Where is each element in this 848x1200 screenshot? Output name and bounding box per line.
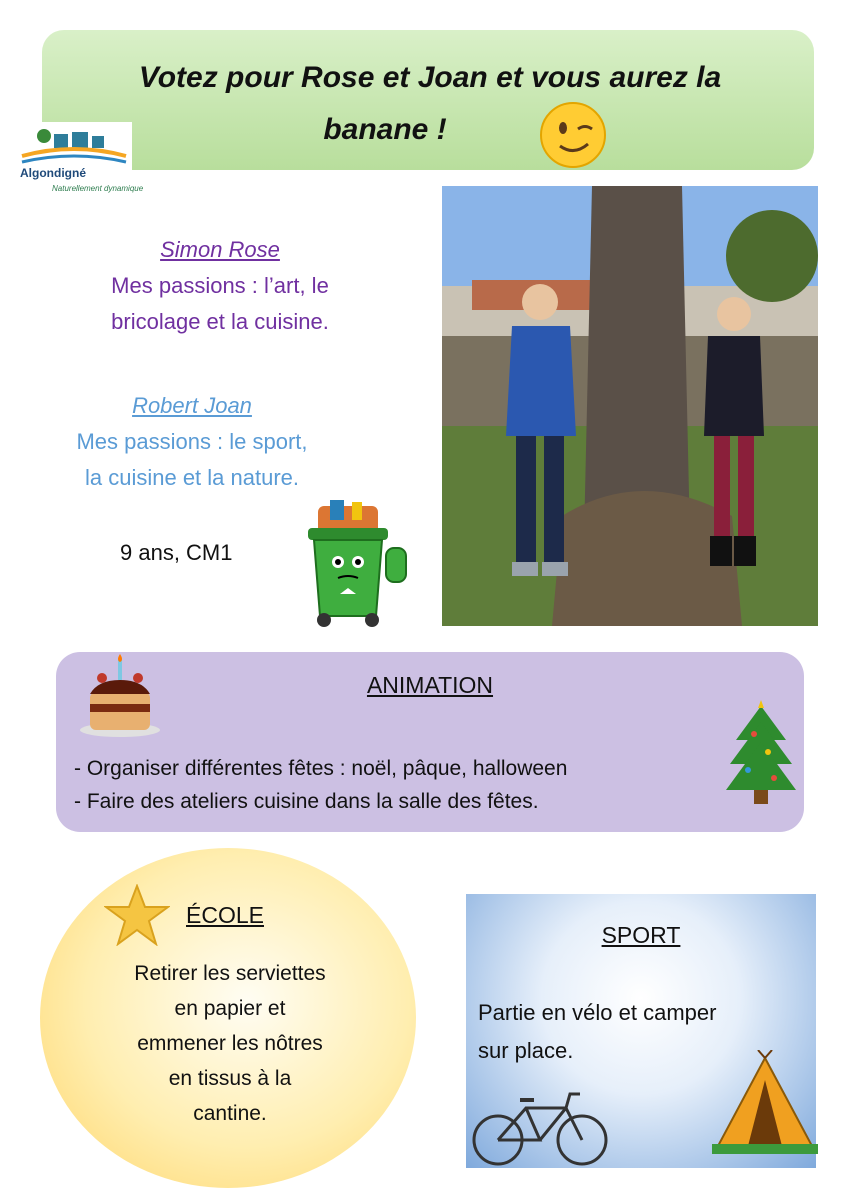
ecole-line: cantine. <box>193 1102 267 1125</box>
candidates-photo <box>442 186 818 626</box>
candidate-bio-rose <box>40 232 400 340</box>
ecole-line: Retirer les serviettes <box>134 962 326 985</box>
banner-line-2: banane ! <box>323 113 447 146</box>
animation-title: ANIMATION <box>366 672 494 698</box>
banner-line-1: Votez pour Rose et Joan et vous aurez la <box>138 61 722 94</box>
banner-title <box>60 52 800 156</box>
candidate-passions-line: Mes passions : le sport, <box>76 429 308 454</box>
bicycle-icon <box>470 1084 610 1168</box>
sport-title: SPORT <box>601 922 681 948</box>
tent-icon <box>712 1050 818 1154</box>
animation-list <box>74 752 567 818</box>
ecole-text <box>92 956 368 1131</box>
list-item: - Faire des ateliers cuisine dans la salle des fêtes. <box>74 790 539 813</box>
candidate-passions-line: bricolage et la cuisine. <box>111 309 329 334</box>
christmas-tree-icon <box>724 700 798 806</box>
candidate-bio-joan <box>12 388 372 496</box>
wink-emoji-icon <box>538 100 608 170</box>
logo-tagline: Naturellement dynamique <box>52 184 144 193</box>
birthday-cake-icon <box>78 654 162 740</box>
candidate-passions-line: la cuisine et la nature. <box>84 465 300 490</box>
recycling-bin-icon <box>300 498 412 632</box>
candidate-passions-line: Mes passions : l’art, le <box>111 273 329 298</box>
ecole-line: en tissus à la <box>168 1067 292 1090</box>
list-item: - Organiser différentes fêtes : noël, pâque, halloween <box>74 757 568 780</box>
logo-name: Algondigné <box>20 166 86 180</box>
age-class: 9 ans, CM1 <box>120 540 233 565</box>
sport-line: Partie en vélo et camper <box>478 1000 717 1025</box>
candidate-name: Robert Joan <box>132 393 252 418</box>
ecole-title: ÉCOLE <box>186 902 264 928</box>
sport-line: sur place. <box>478 1038 574 1063</box>
candidate-name: Simon Rose <box>160 237 280 262</box>
ecole-line: en papier et <box>174 997 286 1020</box>
star-icon <box>104 884 170 946</box>
ecole-line: emmener les nôtres <box>137 1032 323 1055</box>
